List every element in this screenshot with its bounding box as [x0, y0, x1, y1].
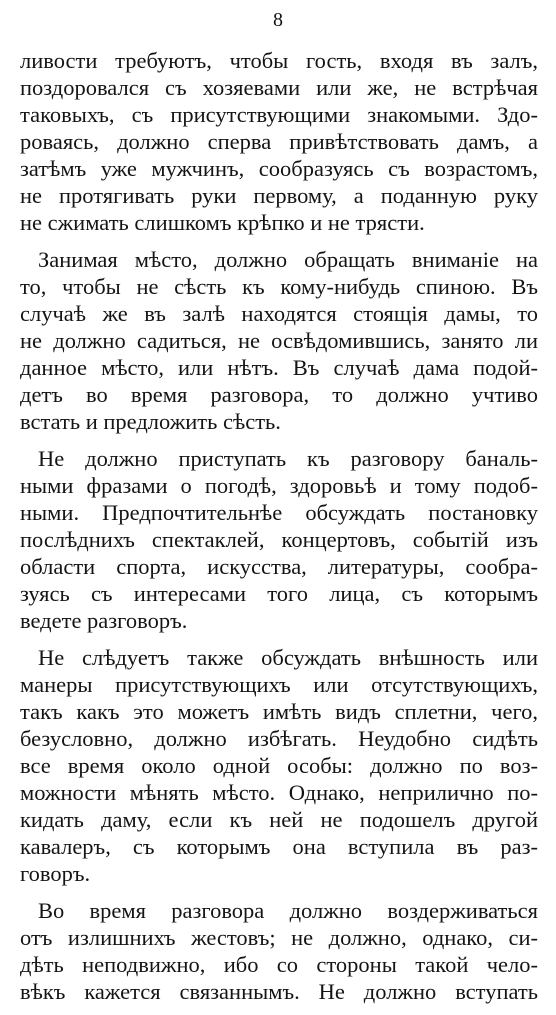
text-line: отъ излишнихъ жестовъ; не должно, однако, си- — [20, 925, 538, 950]
text-line: такъ какъ это можетъ имѣть видъ сплетни, чего, — [20, 699, 538, 724]
text-line: области спорта, искусства, литературы, сообра- — [20, 554, 538, 579]
text-line: ведете разговоръ. — [20, 608, 188, 633]
text-line: все время около одной особы: должно по воз- — [20, 753, 538, 778]
text-line: поздоровался съ хозяевами или же, не встрѣчая — [20, 75, 538, 100]
text-line: послѣднихъ спектаклей, концертовъ, событій изъ — [20, 527, 538, 552]
text-line: не протягивать руки первому, а поданную руку — [20, 183, 538, 208]
text-line: ными фразами о погодѣ, здоровьѣ и тому подоб- — [20, 473, 538, 498]
text-line: Во время разговора должно воздерживаться — [38, 898, 538, 923]
text-line: зуясь съ интересами того лица, съ которымъ — [20, 581, 538, 606]
text-line: Занимая мѣсто, должно обращать вниманіе на — [38, 247, 538, 272]
text-line: случаѣ же въ залѣ находятся стоящія дамы, то — [20, 301, 538, 326]
paragraph — [20, 47, 538, 236]
paragraph — [20, 445, 538, 634]
text-line: таковыхъ, съ присутствующими знакомыми. Здо- — [20, 102, 538, 127]
page-number: 8 — [273, 9, 283, 31]
text-line: манеры присутствующихъ или отсутствующихъ, — [20, 672, 538, 697]
text-line: безусловно, должно избѣгать. Неудобно сидѣть — [20, 726, 538, 751]
text-line: затѣмъ уже мужчинъ, сообразуясь съ возрастомъ, — [20, 156, 538, 181]
text-line: ливости требуютъ, чтобы гость, входя въ залъ, — [20, 48, 538, 73]
text-line: не сжимать слишкомъ крѣпко и не трясти. — [20, 210, 425, 235]
paragraph — [20, 897, 538, 1005]
text-line: говоръ. — [20, 861, 91, 886]
text-line: данное мѣсто, или нѣтъ. Въ случаѣ дама подой- — [20, 355, 538, 380]
text-line: дѣть неподвижно, ибо со стороны такой чело- — [20, 952, 538, 977]
text-body — [20, 47, 538, 1015]
text-line: вѣкъ кажется связаннымъ. Не должно вступать — [20, 979, 538, 1004]
text-line: кидать даму, если къ ней не подошелъ другой — [20, 807, 538, 832]
text-line: можности мѣнять мѣсто. Однако, неприлично по- — [20, 780, 538, 805]
text-line: Не слѣдуетъ также обсуждать внѣшность или — [38, 645, 538, 670]
text-line: роваясь, должно сперва привѣтствовать дамъ, а — [20, 129, 538, 154]
text-line: ными. Предпочтительнѣе обсуждать постановку — [20, 500, 538, 525]
paragraph — [20, 644, 538, 887]
text-line: то, чтобы не сѣсть къ кому-нибудь спиною. Въ — [20, 274, 538, 299]
text-line: Не должно приступать къ разговору баналь- — [38, 446, 538, 471]
text-line: детъ во время разговора, то должно учтиво — [20, 382, 538, 407]
paragraph — [20, 246, 538, 435]
text-line: не должно садиться, не освѣдомившись, занято ли — [20, 328, 538, 353]
text-line: встать и предложить сѣсть. — [20, 409, 281, 434]
text-line: кавалеръ, съ которымъ она вступила въ раз- — [20, 834, 538, 859]
